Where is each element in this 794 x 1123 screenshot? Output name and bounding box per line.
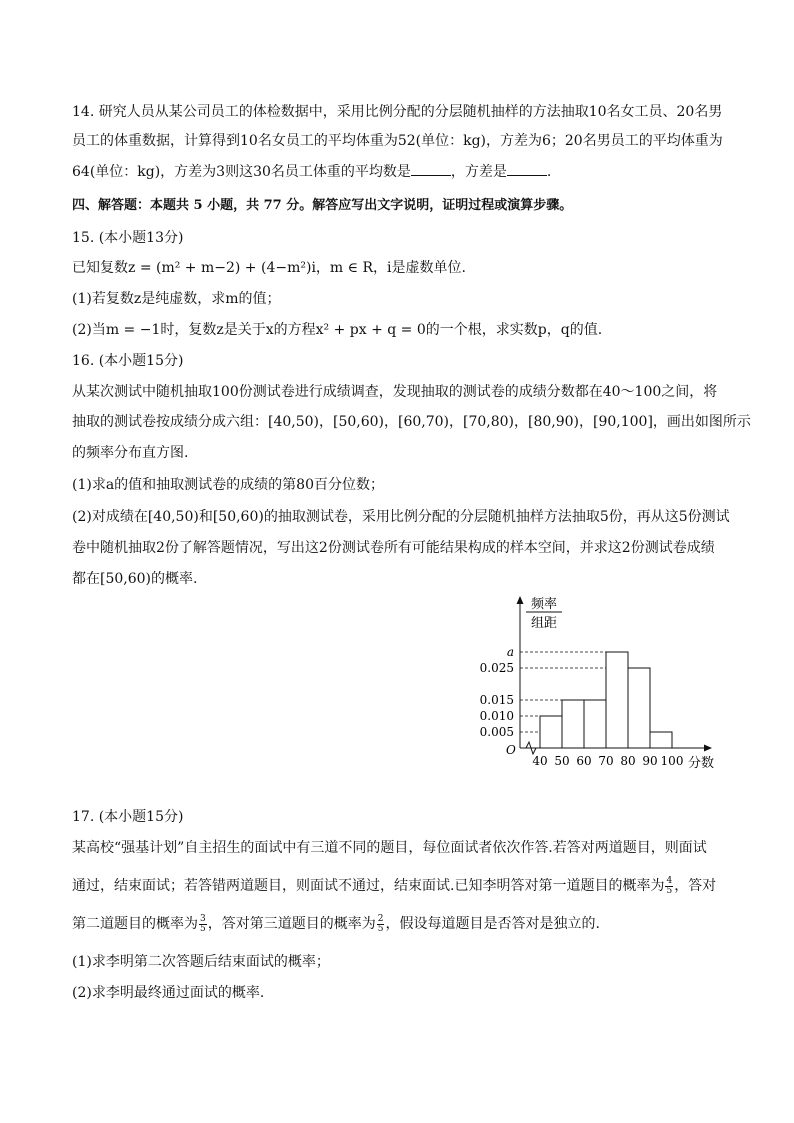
q16-header: 16. (本小题15分) (72, 353, 184, 369)
q16-part-2b: 卷中随机抽取2份了解答题情况，写出这2份测试卷所有可能结果构成的样本空间，并求这2份测试卷成绩 (72, 540, 715, 556)
section-4-header: 四、解答题：本题共 5 小题，共 77 分。解答应写出文字说明，证明过程或演算步骤。 (72, 198, 573, 213)
fraction-3-5 (199, 915, 207, 934)
histogram-bar (562, 700, 584, 748)
fraction-denominator: 5 (377, 923, 384, 934)
q16-part-2a: (2)对成绩在[40,50)和[50,60)的抽取测试卷，采用比例分配的分层随机抽样方法抽取5份，再从这5份测试 (72, 509, 730, 525)
q15-stem: 已知复数z = (m² + m−2) + (4−m²)i，m ∈ R，i是虚数单位. (72, 260, 466, 276)
q15-header: 15. (本小题13分) (72, 230, 184, 246)
x-tick-label: 100 (660, 754, 684, 768)
fraction-numerator: 2 (377, 913, 384, 924)
q17-line-2a: 通过，结束面试；若答错两道题目，则面试不通过，结束面试.已知李明答对第一道题目的概率为 (72, 878, 665, 894)
histogram-bar (584, 700, 606, 748)
q17-line-1: 某高校“强基计划”自主招生的面试中有三道不同的题目，每位面试者依次作答.若答对两道题目，则面试 (72, 840, 707, 856)
y-tick-label: 0.025 (479, 661, 514, 675)
q17-line-2 (72, 874, 716, 898)
q17-part-2: (2)求李明最终通过面试的概率. (72, 985, 265, 1001)
fraction-4-5 (665, 877, 673, 896)
answer-blank-variance (507, 161, 547, 176)
histogram-bar (628, 668, 650, 748)
q17-line-3a: 第二道题目的概率为 (72, 916, 198, 932)
histogram-bar (606, 652, 628, 748)
q14-line-3b: ，方差是 (450, 164, 507, 180)
x-tick-label: 60 (576, 754, 592, 768)
y-label-top: 频率 (530, 597, 558, 612)
x-tick-label: 70 (598, 754, 614, 768)
x-tick-label: 90 (642, 754, 658, 768)
q14-line-3 (72, 161, 551, 182)
q17-line-3b: ，答对第三道题目的概率为 (207, 916, 376, 932)
fraction-numerator: 3 (200, 913, 206, 924)
y-tick-label: 0.010 (479, 709, 514, 723)
q15-part-2: (2)当m = −1时，复数z是关于x的方程x² + px + q = 0的一个根，求实数p，q的值. (72, 322, 603, 338)
y-label-bottom: 组距 (530, 616, 558, 631)
q16-part-2c: 都在[50,60)的概率. (72, 571, 198, 587)
q14-line-2: 员工的体重数据，计算得到10名女员工的平均体重为52(单位：kg)，方差为6；20名男员工的平均体重为 (72, 133, 723, 149)
x-axis-label: 分数 (688, 756, 715, 771)
q14-line-1: 14. 研究人员从某公司员工的体检数据中，采用比例分配的分层随机抽样的方法抽取10名女工员、20名男 (72, 104, 723, 120)
q17-line-3c: ，假设每道题目是否答对是独立的. (385, 916, 600, 932)
origin-label: O (506, 743, 516, 757)
q14-line-3c: . (546, 164, 552, 180)
y-tick-label: a (506, 645, 514, 659)
histogram-bar (540, 716, 562, 748)
fraction-denominator: 5 (200, 923, 206, 934)
histogram-bar (650, 732, 672, 748)
fraction-denominator: 5 (666, 885, 673, 896)
q16-part-1: (1)求a的值和抽取测试卷的成绩的第80百分位数； (72, 477, 384, 493)
q16-line-2: 抽取的测试卷按成绩分成六组：[40,50)，[50,60)，[60,70)，[70,80)，[80,90)，[90,100]，画出如图所示 (72, 414, 751, 430)
q17-part-1: (1)求李明第二次答题后结束面试的概率； (72, 954, 330, 970)
q15-part-1: (1)若复数z是纯虚数，求m的值； (72, 291, 281, 307)
y-tick-label: 0.005 (479, 725, 514, 739)
frequency-histogram (470, 590, 730, 780)
q14-line-3a: 64(单位：kg)，方差为3则这30名员工体重的平均数是 (72, 164, 411, 180)
x-tick-label: 50 (554, 754, 570, 768)
q16-line-1: 从某次测试中随机抽取100份测试卷进行成绩调查，发现抽取的测试卷的成绩分数都在40～100之间，将 (72, 384, 718, 400)
q17-line-3 (72, 912, 600, 936)
fraction-numerator: 4 (666, 875, 673, 886)
answer-blank-mean (411, 161, 451, 176)
x-tick-label: 80 (620, 754, 636, 768)
q16-line-3: 的频率分布直方图. (72, 445, 189, 461)
x-tick-label: 40 (532, 754, 548, 768)
y-tick-label: 0.015 (479, 693, 514, 707)
q17-header: 17. (本小题15分) (72, 809, 184, 825)
fraction-2-5 (377, 915, 385, 934)
q17-line-2b: ，答对 (674, 878, 717, 894)
